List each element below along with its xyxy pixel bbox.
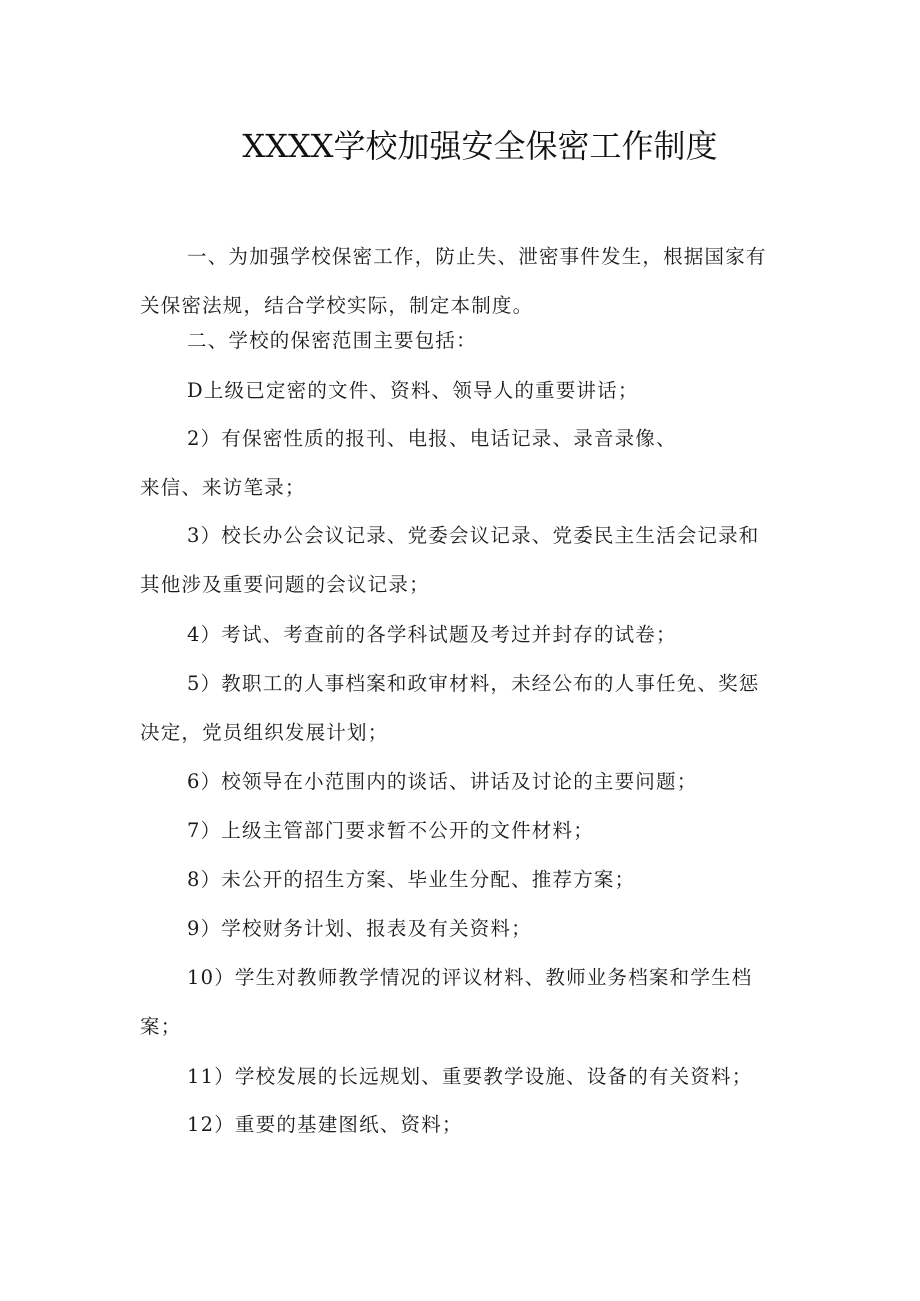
paragraph-3 — [140, 366, 785, 415]
paragraph-line: 其他涉及重要问题的会议记录； — [140, 573, 430, 596]
paragraph-line: 一、为加强学校保密工作，防止失、泄密事件发生，根据国家有 — [187, 245, 767, 268]
paragraph-line: 来信、来访笔录； — [140, 476, 306, 499]
paragraph-line: 3）校长办公会议记录、党委会议记录、党委民主生活会记录和 — [187, 524, 760, 547]
paragraph-12 — [140, 953, 785, 1051]
paragraph-line: 4）考试、考查前的各学科试题及考过并封存的试卷； — [187, 623, 677, 646]
paragraph-7 — [140, 659, 785, 757]
paragraph-line: 10）学生对教师教学情况的评议材料、教师业务档案和学生档 — [187, 966, 753, 989]
paragraph-8 — [140, 757, 785, 806]
paragraph-14 — [140, 1100, 785, 1149]
paragraph-13 — [140, 1052, 785, 1101]
paragraph-line: 二、学校的保密范围主要包括： — [187, 329, 477, 352]
paragraph-line: 2）有保密性质的报刊、电报、电话记录、录音录像、 — [187, 427, 677, 450]
paragraph-4 — [140, 414, 785, 512]
paragraph-line: 8）未公开的招生方案、毕业生分配、推荐方案； — [187, 868, 636, 891]
paragraph-line: D上级已定密的文件、资料、领导人的重要讲话； — [187, 379, 639, 402]
paragraph-line: 决定，党员组织发展计划； — [140, 721, 389, 744]
paragraph-6 — [140, 610, 785, 659]
paragraph-line: 案； — [140, 1015, 182, 1038]
document-title: XXXX学校加强安全保密工作制度 — [242, 127, 718, 165]
paragraph-line: 11）学校发展的长远规划、重要教学设施、设备的有关资料； — [187, 1065, 753, 1088]
paragraph-line: 关保密法规，结合学校实际，制定本制度。 — [140, 294, 534, 317]
paragraph-5 — [140, 511, 785, 609]
paragraph-line: 12）重要的基建图纸、资料； — [187, 1113, 463, 1136]
paragraph-line: 6）校领导在小范围内的谈话、讲话及讨论的主要问题； — [187, 770, 698, 793]
paragraph-11 — [140, 904, 785, 953]
paragraph-line: 5）教职工的人事档案和政审材料，未经公布的人事任免、奖惩 — [187, 672, 760, 695]
paragraph-10 — [140, 855, 785, 904]
paragraph-line: 9）学校财务计划、报表及有关资料； — [187, 917, 532, 940]
paragraph-9 — [140, 806, 785, 855]
paragraph-2 — [140, 316, 785, 365]
paragraph-line: 7）上级主管部门要求暂不公开的文件材料； — [187, 819, 594, 842]
